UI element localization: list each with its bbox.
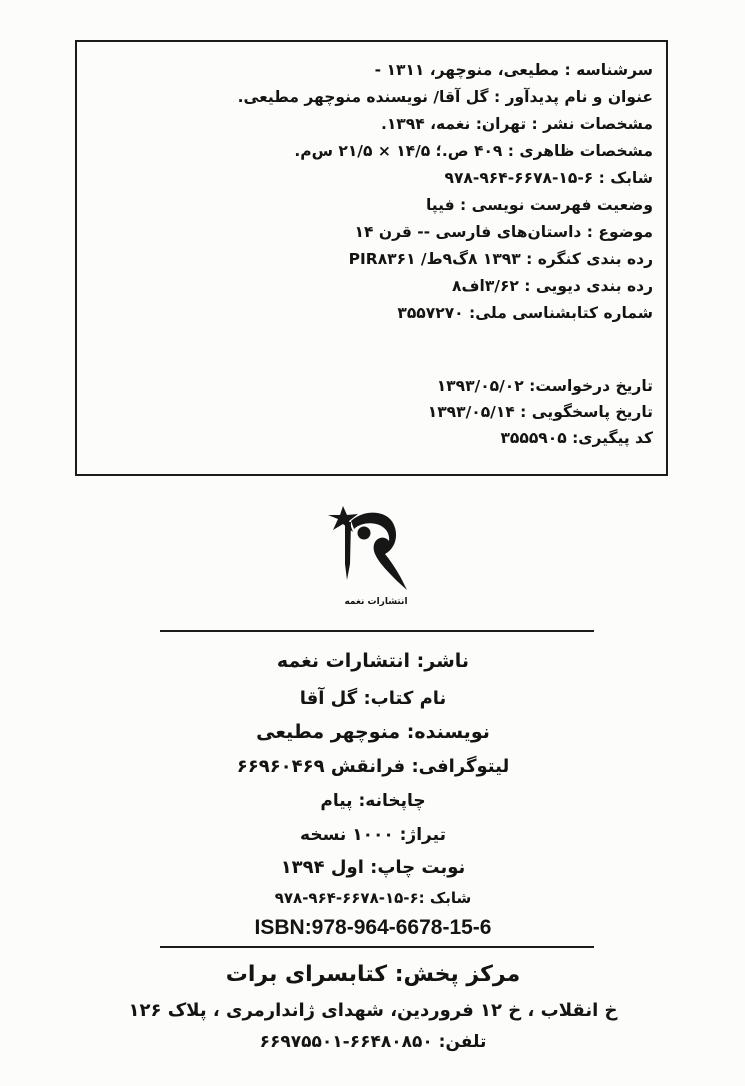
phone-value: ۶۶۹۷۵۵۰۱-۶۶۴۸۰۸۵۰ xyxy=(259,1032,433,1052)
logo-caption: انتشارات نغمه xyxy=(344,597,408,607)
print-run-line: تیراژ: ۱۰۰۰ نسخه xyxy=(300,825,446,845)
cataloging-rows xyxy=(77,42,666,451)
fipa-row-publication xyxy=(87,111,653,138)
lithography-line: لیتوگرافی: فرانقش ۶۶۹۶۰۴۶۹ xyxy=(236,756,510,777)
request-date-row xyxy=(87,373,653,399)
book-title-line: نام کتاب: گل آقا xyxy=(299,688,447,709)
publisher-line: ناشر: انتشارات نغمه xyxy=(276,650,470,672)
edition-line: نوبت چاپ: اول ۱۳۹۴ xyxy=(280,857,466,878)
row-label: شماره کتابشناسی ملی xyxy=(475,304,653,322)
fipa-row-dewey-class xyxy=(87,273,653,300)
phone-line xyxy=(75,1032,671,1052)
divider-bottom xyxy=(160,946,594,948)
row-value: فیپا xyxy=(425,196,455,214)
row-separator: : xyxy=(526,115,544,133)
row-label: کد پیگیری xyxy=(578,429,653,447)
row-separator: : xyxy=(514,403,532,421)
row-value: داستان‌های فارسی -- قرن ۱۴ xyxy=(354,223,582,241)
bird-logo-icon xyxy=(312,506,438,598)
fipa-row-congress-class xyxy=(87,246,653,273)
row-separator: : xyxy=(488,88,506,106)
row-label: مشخصات نشر xyxy=(543,115,653,133)
distribution-center-line: مرکز پخش: کتابسرای برات xyxy=(225,962,521,987)
isbn-latin-line xyxy=(75,916,671,940)
shabak-value: ۹۷۸-۹۶۴-۶۶۷۸-۱۵-۶ xyxy=(274,889,419,907)
row-separator: : xyxy=(520,250,538,268)
row-separator: : xyxy=(566,429,579,447)
printing-house-line: چاپخانه: پیام xyxy=(320,791,426,811)
row-value: مطیعی، منوچهر، ۱۳۱۱ - xyxy=(374,61,560,79)
address-line: خ انقلاب ، خ ۱۲ فروردین، شهدای ژاندارمری ، پلاک ۱۲۶ xyxy=(128,1000,618,1021)
fipa-row-subject xyxy=(87,219,653,246)
row-value-response-date: ۱۳۹۳/۰۵/۱۴ xyxy=(427,403,515,421)
row-value-dewey: ۸فا۳/۶۲ xyxy=(452,277,519,295)
row-separator: : xyxy=(581,223,599,241)
phone-label: تلفن: xyxy=(432,1032,487,1052)
row-value-request-date: ۱۳۹۳/۰۵/۰۲ xyxy=(436,377,524,395)
fipa-row-cataloging-status xyxy=(87,192,653,219)
row-value-isbn: ۹۷۸-۹۶۴-۶۶۷۸-۱۵-۶ xyxy=(444,169,594,187)
row-separator: : xyxy=(523,377,536,395)
author-line: نویسنده: منوچهر مطیعی xyxy=(256,721,490,743)
row-label: وضعیت فهرست نویسی xyxy=(471,196,653,214)
row-value: ۴۰۹ ص.؛ ۱۴/۵ × ۲۱/۵ س‌م. xyxy=(294,142,503,160)
fipa-row-national-bib-number xyxy=(87,300,653,327)
row-label: مشخصات ظاهری xyxy=(519,142,653,160)
shabak-line xyxy=(75,889,671,907)
row-value-tracking-code: ۳۵۵۵۹۰۵ xyxy=(500,429,567,447)
fipa-row-sarshenaseh xyxy=(87,57,653,84)
isbn-latin-value: ISBN:978-964-6678-15-6 xyxy=(254,916,492,939)
row-separator: : xyxy=(502,142,520,160)
shabak-label: شابک : xyxy=(418,889,472,907)
row-separator: : xyxy=(454,196,472,214)
row-value: گل آقا/ نویسنده منوچهر مطیعی. xyxy=(237,88,489,106)
row-value: تهران: نغمه، ۱۳۹۴. xyxy=(380,115,527,133)
row-label: تاریخ پاسخگویی xyxy=(531,403,653,421)
row-separator: : xyxy=(593,169,611,187)
tracking-code-row xyxy=(87,425,653,451)
row-value-congress: PIR۸۳۶۱ /ط۹گ۸ ۱۳۹۳ xyxy=(348,250,521,268)
row-label: رده بندی کنگره xyxy=(537,250,653,268)
row-label: شابک xyxy=(610,169,653,187)
divider-top xyxy=(160,630,594,632)
row-separator: : xyxy=(559,61,577,79)
fipa-row-title-author xyxy=(87,84,653,111)
row-label: سرشناسه xyxy=(576,61,653,79)
row-label: عنوان و نام پدیدآور xyxy=(505,88,653,106)
row-separator: : xyxy=(518,277,536,295)
row-separator: : xyxy=(463,304,476,322)
fipa-row-shabak xyxy=(87,165,653,192)
row-value-bib-number: ۳۵۵۷۲۷۰ xyxy=(397,304,464,322)
row-label: تاریخ درخواست xyxy=(535,377,653,395)
cataloging-box xyxy=(75,40,668,476)
fipa-row-physical xyxy=(87,138,653,165)
response-date-row xyxy=(87,399,653,425)
row-label: موضوع xyxy=(598,223,653,241)
row-label: رده بندی دیویی xyxy=(535,277,653,295)
request-rows xyxy=(87,373,653,451)
